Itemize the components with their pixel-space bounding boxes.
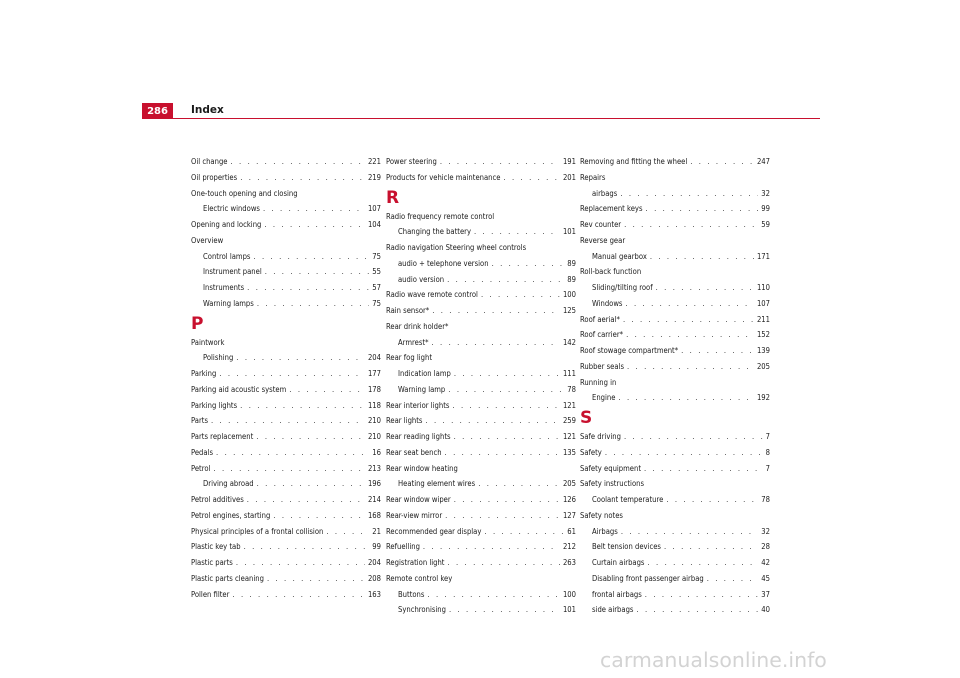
index-subentry [191, 476, 381, 492]
entry-label: Safe driving [580, 432, 621, 441]
entry-label: Disabling front passenger airbag [592, 573, 704, 583]
dot-leader [216, 445, 369, 461]
index-heading: One-touch opening and closing [191, 188, 298, 198]
dot-leader [213, 461, 365, 477]
entry-page-number: 37 [761, 589, 770, 599]
index-subentry [386, 366, 576, 382]
entry-page-number: 211 [756, 314, 770, 324]
entry-label: Synchronising [398, 605, 446, 615]
dot-leader [440, 154, 560, 170]
dot-leader [492, 256, 565, 272]
dot-leader [623, 312, 754, 328]
dot-leader [448, 382, 564, 398]
dot-leader [681, 343, 754, 359]
index-subentry [580, 587, 770, 603]
entry-page-number: 99 [761, 204, 770, 214]
entry-page-number: 118 [367, 400, 381, 410]
index-entry [580, 359, 770, 375]
index-entry [386, 555, 576, 571]
dot-leader [484, 524, 564, 540]
index-heading: Safety instructions [580, 479, 645, 489]
index-entry [386, 287, 576, 303]
dot-leader [257, 476, 365, 492]
entry-label: Engine [592, 393, 616, 403]
index-subentry [191, 264, 381, 280]
entry-label: Belt tension devices [592, 542, 661, 552]
dot-leader [423, 539, 560, 555]
entry-page-number: 263 [562, 558, 576, 567]
index-column-3 [580, 154, 770, 618]
entry-page-number: 32 [761, 188, 770, 198]
entry-page-number: 205 [756, 361, 770, 371]
entry-page-number: 110 [756, 283, 770, 292]
entry-page-number: 101 [562, 605, 576, 615]
entry-label: Warning lamp [398, 384, 446, 394]
dot-leader [244, 539, 370, 555]
entry-label: Removing and fitting the wheel [580, 157, 688, 166]
entry-page-number: 247 [756, 157, 770, 166]
dot-leader [432, 303, 560, 319]
entry-label: Petrol additives [191, 495, 244, 504]
dot-leader [253, 249, 369, 265]
dot-leader [707, 571, 759, 587]
dot-leader [232, 587, 365, 603]
entry-page-number: 78 [761, 495, 770, 504]
entry-page-number: 221 [367, 157, 381, 166]
entry-page-number: 111 [562, 369, 576, 378]
entry-page-number: 21 [372, 526, 381, 536]
index-letter-heading: S [580, 408, 593, 428]
entry-page-number: 107 [367, 204, 381, 214]
index-heading: Paintwork [191, 337, 225, 347]
dot-leader [236, 350, 365, 366]
dot-leader [618, 390, 754, 406]
entry-page-number: 219 [367, 172, 381, 182]
index-entry [386, 303, 576, 319]
index-heading: Running in [580, 377, 617, 387]
entry-label: Heating element wires [398, 479, 476, 489]
entry-label: Oil properties [191, 172, 238, 182]
index-entry [191, 555, 381, 571]
entry-page-number: 126 [562, 495, 576, 504]
entry-page-number: 78 [567, 384, 576, 394]
entry-label: audio version [398, 274, 445, 284]
entry-label: Sliding/tilting roof [592, 283, 653, 292]
index-entry [386, 539, 576, 555]
index-entry [191, 492, 381, 508]
dot-leader [445, 508, 560, 524]
entry-page-number: 100 [562, 589, 576, 599]
dot-leader [636, 602, 758, 618]
entry-label: airbags [592, 188, 618, 198]
index-subentry [580, 296, 770, 312]
index-entry [191, 154, 381, 170]
dot-leader [449, 602, 560, 618]
dot-leader [625, 296, 753, 312]
entry-label: Parking lights [191, 400, 238, 410]
entry-label: Parking [191, 369, 217, 378]
entry-label: Rain sensor* [386, 306, 430, 315]
index-entry [580, 461, 770, 477]
dot-leader [240, 170, 365, 186]
dot-leader [481, 287, 560, 303]
index-entry [386, 170, 576, 186]
entry-page-number: 45 [761, 573, 770, 583]
dot-leader [644, 461, 763, 477]
entry-page-number: 42 [761, 558, 770, 567]
entry-page-number: 127 [562, 510, 576, 520]
dot-leader [247, 492, 365, 508]
index-subentry [386, 587, 576, 603]
dot-leader [650, 249, 754, 265]
entry-label: Manual gearbox [592, 251, 647, 261]
entry-label: audio + telephone version [398, 258, 489, 268]
entry-page-number: 121 [562, 432, 576, 441]
dot-leader [289, 382, 365, 398]
index-entry [191, 508, 381, 524]
entry-page-number: 57 [372, 283, 381, 292]
index-column-1 [191, 154, 381, 602]
dot-leader [231, 154, 365, 170]
dot-leader [326, 524, 369, 540]
header-rule [142, 118, 820, 119]
entry-page-number: 89 [567, 274, 576, 284]
index-subentry [580, 249, 770, 265]
dot-leader [454, 492, 560, 508]
entry-label: Driving abroad [203, 479, 254, 489]
dot-leader [432, 335, 560, 351]
dot-leader [646, 201, 759, 217]
entry-page-number: 89 [567, 258, 576, 268]
page-number: 286 [142, 103, 173, 119]
entry-page-number: 210 [367, 432, 381, 441]
dot-leader [626, 327, 754, 343]
dot-leader [263, 201, 365, 217]
index-entry [580, 154, 770, 170]
dot-leader [219, 366, 365, 382]
entry-page-number: 100 [562, 290, 576, 300]
dot-leader [445, 445, 560, 461]
entry-label: Parts [191, 416, 209, 426]
dot-leader [627, 359, 754, 375]
entry-label: Petrol [191, 463, 211, 473]
dot-leader [664, 539, 758, 555]
index-heading: Repairs [580, 172, 606, 182]
entry-page-number: 40 [761, 605, 770, 615]
entry-page-number: 125 [562, 306, 576, 315]
index-subentry [580, 280, 770, 296]
entry-page-number: 7 [765, 463, 770, 473]
entry-label: Pedals [191, 447, 214, 457]
entry-label: Pollen filter [191, 589, 230, 599]
entry-page-number: 32 [761, 526, 770, 536]
entry-label: Plastic parts cleaning [191, 573, 264, 583]
entry-page-number: 213 [367, 463, 381, 473]
entry-label: Armrest* [398, 337, 429, 347]
entry-page-number: 28 [761, 542, 770, 552]
entry-label: Changing the battery [398, 227, 472, 237]
watermark: carmanualsonline.info [600, 648, 827, 672]
entry-label: Registration light [386, 558, 445, 567]
entry-label: Recommended gear display [386, 526, 482, 536]
index-entry [580, 327, 770, 343]
entry-page-number: 168 [367, 510, 381, 520]
dot-leader [427, 587, 560, 603]
dot-leader [273, 508, 365, 524]
index-entry [191, 382, 381, 398]
entry-label: Instrument panel [203, 267, 262, 277]
index-column-2 [386, 154, 576, 618]
entry-page-number: 8 [765, 447, 770, 457]
index-entry [191, 413, 381, 429]
entry-label: side airbags [592, 605, 634, 615]
index-subentry [386, 335, 576, 351]
entry-label: Rear interior lights [386, 400, 450, 410]
entry-page-number: 75 [372, 251, 381, 261]
dot-leader [620, 186, 758, 202]
entry-label: Roof stowage compartment* [580, 346, 679, 355]
entry-page-number: 107 [756, 298, 770, 308]
index-subentry [191, 296, 381, 312]
entry-label: Plastic key tab [191, 542, 241, 552]
entry-label: Rev counter [580, 220, 622, 229]
entry-page-number: 214 [367, 495, 381, 504]
entry-page-number: 210 [367, 416, 381, 426]
entry-page-number: 61 [567, 526, 576, 536]
index-entry [191, 524, 381, 540]
entry-page-number: 204 [367, 353, 381, 363]
index-subentry [580, 571, 770, 587]
entry-label: Products for vehicle maintenance [386, 172, 501, 182]
entry-page-number: 259 [562, 416, 576, 426]
entry-page-number: 55 [372, 267, 381, 277]
dot-leader [425, 413, 559, 429]
index-heading: Overview [191, 235, 224, 245]
entry-page-number: 142 [562, 337, 576, 347]
dot-leader [478, 476, 560, 492]
entry-page-number: 201 [562, 172, 576, 182]
entry-label: Safety [580, 447, 602, 457]
dot-leader [690, 154, 754, 170]
index-entry [191, 366, 381, 382]
entry-page-number: 205 [562, 479, 576, 489]
index-entry [580, 343, 770, 359]
index-heading: Rear fog light [386, 353, 433, 363]
index-entry [191, 429, 381, 445]
index-entry [580, 429, 770, 445]
index-subentry [580, 555, 770, 571]
dot-leader [503, 170, 559, 186]
entry-label: Replacement keys [580, 204, 643, 214]
index-entry [191, 217, 381, 233]
index-subentry [580, 186, 770, 202]
index-subentry [386, 256, 576, 272]
entry-label: Polishing [203, 353, 234, 363]
entry-label: Indication lamp [398, 369, 451, 378]
index-subentry [191, 201, 381, 217]
entry-label: Rear-view mirror [386, 510, 443, 520]
dot-leader [447, 555, 559, 571]
entry-label: Airbags [592, 526, 618, 536]
dot-leader [447, 272, 564, 288]
entry-label: Warning lamps [203, 298, 254, 308]
index-heading: Roll-back function [580, 267, 642, 277]
index-subentry [580, 602, 770, 618]
entry-label: Buttons [398, 589, 425, 599]
dot-leader [247, 280, 369, 296]
index-subentry [386, 476, 576, 492]
entry-label: frontal airbags [592, 589, 642, 599]
dot-leader [256, 429, 365, 445]
entry-label: Rubber seals [580, 361, 625, 371]
index-entry [386, 524, 576, 540]
entry-label: Control lamps [203, 251, 251, 261]
dot-leader [648, 555, 759, 571]
entry-page-number: 163 [367, 589, 381, 599]
dot-leader [454, 429, 560, 445]
index-heading: Rear drink holder* [386, 321, 449, 331]
entry-label: Petrol engines, starting [191, 510, 271, 520]
entry-page-number: 204 [367, 558, 381, 567]
entry-label: Curtain airbags [592, 558, 645, 567]
index-entry [580, 217, 770, 233]
index-subentry [580, 492, 770, 508]
entry-page-number: 16 [372, 447, 381, 457]
entry-label: Rear lights [386, 416, 423, 426]
index-entry [191, 170, 381, 186]
index-subentry [191, 249, 381, 265]
entry-label: Roof aerial* [580, 314, 620, 324]
dot-leader [474, 224, 560, 240]
index-heading: Rear window heating [386, 463, 458, 473]
entry-page-number: 104 [367, 220, 381, 229]
entry-page-number: 192 [756, 393, 770, 403]
index-heading: Remote control key [386, 573, 453, 583]
index-subentry [191, 350, 381, 366]
entry-label: Opening and locking [191, 220, 262, 229]
entry-label: Safety equipment [580, 463, 641, 473]
dot-leader [257, 296, 369, 312]
entry-label: Rear window wiper [386, 495, 451, 504]
entry-page-number: 99 [372, 542, 381, 552]
entry-page-number: 212 [562, 542, 576, 552]
entry-label: Refuelling [386, 542, 420, 552]
index-entry [580, 445, 770, 461]
entry-label: Rear reading lights [386, 432, 451, 441]
entry-page-number: 139 [756, 346, 770, 355]
index-entry [386, 429, 576, 445]
page-title: Index [191, 104, 224, 116]
index-subentry [386, 224, 576, 240]
entry-label: Rear seat bench [386, 447, 442, 457]
entry-label: Parking aid acoustic system [191, 384, 287, 394]
entry-page-number: 121 [562, 400, 576, 410]
dot-leader [666, 492, 758, 508]
index-entry [191, 445, 381, 461]
entry-page-number: 135 [562, 447, 576, 457]
entry-label: Power steering [386, 157, 437, 166]
entry-label: Instruments [203, 283, 245, 292]
entry-label: Coolant temperature [592, 495, 664, 504]
dot-leader [211, 413, 365, 429]
dot-leader [621, 524, 758, 540]
index-entry [386, 445, 576, 461]
dot-leader [267, 571, 365, 587]
index-subentry [580, 524, 770, 540]
dot-leader [452, 398, 560, 414]
index-entry [191, 571, 381, 587]
entry-label: Roof carrier* [580, 330, 624, 340]
index-subentry [386, 382, 576, 398]
dot-leader [236, 555, 365, 571]
index-entry [386, 508, 576, 524]
entry-page-number: 101 [562, 227, 576, 237]
index-entry [386, 413, 576, 429]
entry-page-number: 208 [367, 573, 381, 583]
entry-page-number: 178 [367, 384, 381, 394]
dot-leader [454, 366, 560, 382]
dot-leader [605, 445, 763, 461]
entry-label: Physical principles of a frontal collision [191, 526, 324, 536]
entry-page-number: 7 [765, 432, 770, 441]
entry-page-number: 196 [367, 479, 381, 489]
index-subentry [386, 602, 576, 618]
index-letter-heading: P [191, 313, 204, 334]
entry-page-number: 171 [756, 251, 770, 261]
index-entry [386, 492, 576, 508]
index-subentry [580, 390, 770, 406]
dot-leader [624, 217, 758, 233]
entry-label: Oil change [191, 157, 228, 166]
dot-leader [264, 217, 365, 233]
index-heading: Reverse gear [580, 235, 626, 245]
index-entry [386, 154, 576, 170]
index-heading: Radio navigation Steering wheel controls [386, 243, 527, 252]
entry-page-number: 75 [372, 298, 381, 308]
dot-leader [265, 264, 370, 280]
index-subentry [191, 280, 381, 296]
entry-label: Plastic parts [191, 558, 233, 567]
entry-page-number: 59 [761, 220, 770, 229]
entry-label: Parts replacement [191, 432, 254, 441]
index-entry [191, 461, 381, 477]
dot-leader [624, 429, 763, 445]
dot-leader [240, 398, 365, 414]
entry-page-number: 177 [367, 369, 381, 378]
index-heading: Safety notes [580, 510, 623, 520]
index-letter-heading: R [386, 187, 400, 208]
dot-leader [645, 587, 759, 603]
index-entry [191, 587, 381, 603]
index-entry [191, 539, 381, 555]
entry-label: Radio wave remote control [386, 290, 478, 300]
index-entry [386, 398, 576, 414]
entry-page-number: 152 [756, 330, 770, 340]
index-subentry [580, 539, 770, 555]
index-heading: Radio frequency remote control [386, 211, 495, 221]
entry-label: Windows [592, 298, 623, 308]
index-entry [191, 398, 381, 414]
entry-label: Electric windows [203, 204, 260, 214]
entry-page-number: 191 [562, 157, 576, 166]
index-entry [580, 312, 770, 328]
index-entry [580, 201, 770, 217]
index-subentry [386, 272, 576, 288]
dot-leader [656, 280, 754, 296]
